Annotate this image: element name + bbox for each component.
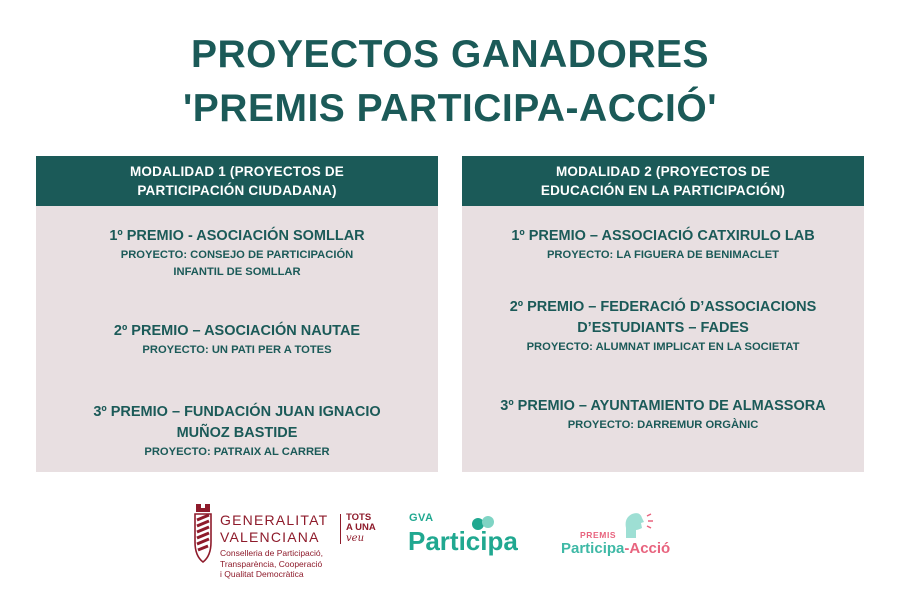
modalidad-2-prize-3 [462,396,864,434]
gv-name [220,512,328,546]
modalidad-1-panel [36,156,438,472]
modalidad-1-prize-1 [36,226,438,281]
premis-label: PREMIS [580,530,617,540]
gv-conselleria-line-1: Conselleria de Participació, [220,548,323,558]
gv-tots-line-1: TOTS [346,512,372,523]
prize-project: PROYECTO: CONSEJO DE PARTICIPACIÓN [120,249,354,261]
prize-title: 1º PREMIO – ASSOCIACIÓ CATXIRULO LAB [511,228,815,244]
prize-title: MUÑOZ BASTIDE [176,425,298,441]
gv-name-line-1: GENERALITAT [220,512,329,528]
prize-project: INFANTIL DE SOMLLAR [173,266,301,278]
gva-participa-wordmark: Participa [408,526,518,556]
page-title [0,28,900,136]
modalidad-1-prize-3 [36,402,438,461]
generalitat-valenciana-logo [192,500,392,580]
prize-project: PROYECTO: LA FIGUERA DE BENIMACLET [546,249,780,261]
modalidad-2-panel [462,156,864,472]
gva-label: GVA [409,512,434,524]
prize-project: PROYECTO: ALUMNAT IMPLICAT EN LA SOCIETAT [526,341,800,353]
page-title-line-2: 'PREMIS PARTICIPA-ACCIÓ' [183,87,717,130]
modalidad-2-prize-1 [462,226,864,264]
prize-project: PROYECTO: DARREMUR ORGÀNIC [567,419,759,431]
prize-title: 3º PREMIO – FUNDACIÓN JUAN IGNACIO [93,404,381,420]
gv-tots-line-2: A UNA [346,522,376,533]
modalidad-2-header-line-1: MODALIDAD 2 (PROYECTOS DE [555,164,771,179]
prize-project: PROYECTO: UN PATI PER A TOTES [142,344,332,356]
prize-title: 3º PREMIO – AYUNTAMIENTO DE ALMASSORA [500,398,826,414]
modalidad-2-header-line-2: EDUCACIÓN EN LA PARTICIPACIÓN) [540,183,786,198]
modalidad-1-header-line-2: PARTICIPACIÓN CIUDADANA) [137,183,337,198]
gv-separator [340,514,341,544]
modalidad-1-header [36,156,438,206]
premis-wordmark-participa: Participa [561,540,625,557]
premis-participa-accio-logo [560,510,700,560]
premis-wordmark-accio: -Acció [624,540,671,557]
modalidad-2-header [462,156,864,206]
prize-title: D’ESTUDIANTS – FADES [577,320,749,336]
prize-project: PROYECTO: PATRAIX AL CARRER [144,446,330,458]
gv-tots-a-una [346,513,376,533]
prize-title: 2º PREMIO – ASOCIACIÓN NAUTAE [113,323,361,339]
gv-veu: veu [346,533,365,544]
prize-title: 2º PREMIO – FEDERACIÓ D’ASSOCIACIONS [509,299,817,315]
modalidad-1-header-line-1: MODALIDAD 1 (PROYECTOS DE [129,164,345,179]
page-title-line-1: PROYECTOS GANADORES [190,33,710,76]
gva-participa-logo [408,512,538,562]
gv-conselleria-line-3: i Qualitat Democràtica [220,569,304,579]
gv-shield-icon [192,502,214,564]
modalidad-1-prize-2 [36,321,438,359]
profile-head-icon [620,510,654,540]
premis-wordmark [561,540,670,558]
gv-conselleria [220,548,323,580]
modalidad-2-prize-2 [462,297,864,356]
gv-conselleria-line-2: Transparència, Cooperació [220,558,323,569]
prize-title: 1º PREMIO - ASOCIACIÓN SOMLLAR [109,228,365,244]
gv-name-line-2: VALENCIANA [220,529,320,545]
